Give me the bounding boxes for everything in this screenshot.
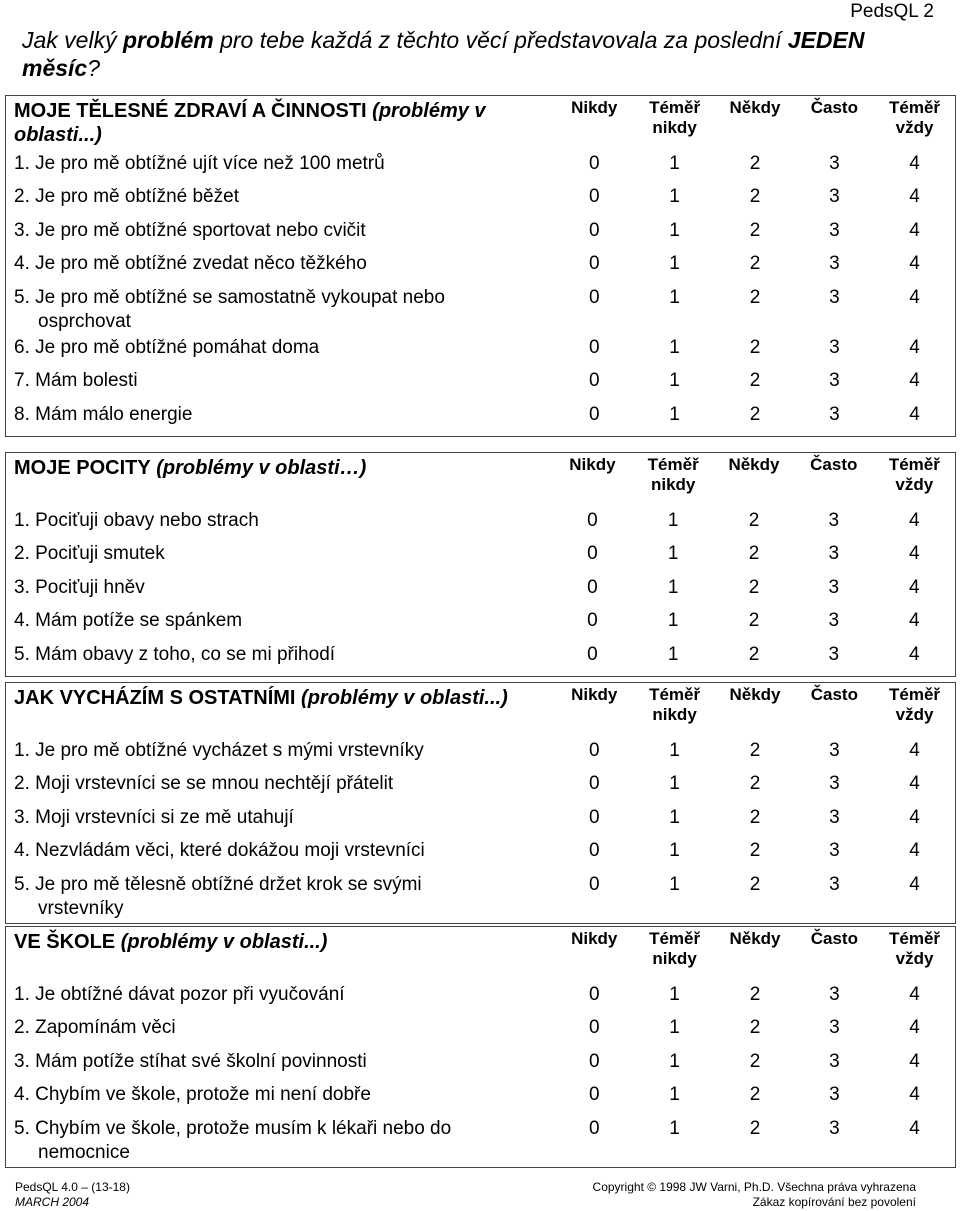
scale-header: Téměř vždy bbox=[889, 685, 941, 724]
answer-option[interactable]: 0 bbox=[587, 643, 598, 665]
answer-option[interactable]: 4 bbox=[909, 186, 920, 207]
answer-option[interactable]: 3 bbox=[828, 643, 840, 665]
answer-option[interactable]: 4 bbox=[909, 773, 920, 794]
question-row bbox=[6, 806, 956, 840]
section-2-table bbox=[5, 452, 956, 677]
scale-header: Často bbox=[810, 98, 858, 117]
answer-option[interactable]: 0 bbox=[587, 576, 598, 598]
question-row bbox=[6, 369, 956, 403]
answer-option[interactable]: 2 bbox=[748, 543, 760, 564]
answer-option[interactable]: 2 bbox=[749, 739, 761, 761]
answer-option[interactable]: 4 bbox=[909, 286, 920, 308]
question-text: 3. Mám potíže stíhat své školní povinnosti bbox=[14, 1050, 367, 1072]
answer-option[interactable]: 3 bbox=[829, 403, 840, 425]
question-row bbox=[6, 286, 956, 336]
answer-option[interactable]: 4 bbox=[909, 336, 920, 358]
answer-option[interactable]: 2 bbox=[749, 806, 761, 828]
answer-option[interactable]: 0 bbox=[588, 1084, 600, 1105]
section-1-table bbox=[5, 95, 956, 437]
answer-option[interactable]: 0 bbox=[588, 152, 600, 174]
answer-option[interactable]: 1 bbox=[669, 739, 680, 761]
answer-option[interactable]: 2 bbox=[749, 1117, 761, 1139]
answer-option[interactable]: 4 bbox=[909, 152, 920, 174]
scale-header: Často bbox=[810, 685, 858, 704]
answer-option[interactable]: 2 bbox=[749, 152, 761, 174]
answer-option[interactable]: 3 bbox=[829, 1017, 840, 1038]
question-text: 5. Chybím ve škole, protože musím k lékaři nebo do nemocnice bbox=[14, 1117, 452, 1163]
answer-option[interactable]: 2 bbox=[749, 403, 761, 425]
answer-option[interactable]: 3 bbox=[829, 286, 840, 308]
answer-option[interactable]: 1 bbox=[669, 1084, 680, 1105]
answer-option[interactable]: 0 bbox=[587, 543, 598, 564]
answer-option[interactable]: 1 bbox=[669, 773, 680, 794]
scale-header: Nikdy bbox=[571, 929, 618, 948]
scale-header: Často bbox=[810, 455, 858, 474]
answer-option[interactable]: 3 bbox=[828, 509, 840, 531]
answer-option[interactable]: 1 bbox=[669, 370, 680, 391]
scale-header: Nikdy bbox=[571, 685, 618, 704]
answer-option[interactable]: 0 bbox=[588, 186, 600, 207]
answer-option[interactable]: 2 bbox=[749, 983, 761, 1005]
question-row bbox=[6, 542, 956, 576]
section-title: MOJE TĚLESNÉ ZDRAVÍ A ČINNOSTI (problémy v oblasti...) bbox=[14, 100, 486, 146]
answer-option[interactable]: 1 bbox=[669, 403, 680, 425]
answer-option[interactable]: 1 bbox=[669, 1050, 680, 1072]
answer-option[interactable]: 3 bbox=[829, 152, 840, 174]
answer-option[interactable]: 3 bbox=[829, 253, 840, 274]
answer-option[interactable]: 0 bbox=[588, 253, 600, 274]
scale-header: Nikdy bbox=[569, 455, 616, 474]
scale-header: Téměř nikdy bbox=[649, 685, 701, 724]
answer-option[interactable]: 1 bbox=[669, 336, 680, 358]
question-text: 2. Moji vrstevníci se se mnou nechtějí přátelit bbox=[14, 773, 394, 794]
answer-option[interactable]: 3 bbox=[829, 983, 840, 1005]
question-text: 5. Mám obavy z toho, co se mi přihodí bbox=[14, 643, 336, 665]
answer-option[interactable]: 4 bbox=[909, 219, 920, 241]
scale-header: Téměř vždy bbox=[889, 929, 941, 968]
question-row bbox=[6, 839, 956, 873]
answer-option[interactable]: 0 bbox=[587, 509, 598, 531]
question-text: 2. Zapomínám věci bbox=[14, 1017, 176, 1038]
question-text: 2. Je pro mě obtížné běžet bbox=[14, 186, 239, 207]
question-row bbox=[6, 873, 956, 924]
question-row bbox=[6, 1050, 956, 1084]
answer-option[interactable]: 2 bbox=[749, 1017, 761, 1038]
section-title: MOJE POCITY (problémy v oblasti…) bbox=[14, 457, 367, 479]
question-text: 3. Je pro mě obtížné sportovat nebo cvičit bbox=[14, 219, 366, 241]
answer-option[interactable]: 1 bbox=[667, 543, 679, 564]
scale-header: Téměř nikdy bbox=[649, 929, 701, 968]
answer-option[interactable]: 2 bbox=[748, 509, 760, 531]
question-row bbox=[6, 1083, 956, 1117]
answer-option[interactable]: 0 bbox=[588, 336, 600, 358]
question-row bbox=[6, 152, 956, 186]
answer-option[interactable]: 4 bbox=[909, 509, 920, 531]
answer-option[interactable]: 1 bbox=[669, 1117, 680, 1139]
answer-option[interactable]: 3 bbox=[829, 336, 840, 358]
answer-option[interactable]: 0 bbox=[588, 1017, 600, 1038]
answer-option[interactable]: 1 bbox=[669, 840, 680, 861]
question-text: 1. Je obtížné dávat pozor při vyučování bbox=[14, 983, 345, 1005]
answer-option[interactable]: 1 bbox=[667, 576, 679, 598]
section-title: VE ŠKOLE (problémy v oblasti...) bbox=[14, 931, 328, 953]
scale-header: Někdy bbox=[729, 929, 781, 948]
answer-option[interactable]: 3 bbox=[828, 543, 840, 564]
answer-option[interactable]: 2 bbox=[749, 253, 761, 274]
answer-option[interactable]: 1 bbox=[669, 152, 680, 174]
question-row bbox=[6, 983, 956, 1017]
section-title: JAK VYCHÁZÍM S OSTATNÍMI (problémy v oblasti...) bbox=[14, 687, 508, 709]
answer-option[interactable]: 4 bbox=[909, 1084, 920, 1105]
answer-option[interactable]: 4 bbox=[909, 1117, 920, 1139]
scale-header: Téměř nikdy bbox=[647, 455, 699, 494]
answer-option[interactable]: 0 bbox=[587, 610, 598, 631]
scale-header: Téměř nikdy bbox=[649, 98, 701, 137]
question-row bbox=[6, 336, 956, 370]
answer-option[interactable]: 0 bbox=[588, 370, 600, 391]
answer-option[interactable]: 4 bbox=[909, 543, 920, 564]
answer-option[interactable]: 0 bbox=[588, 219, 600, 241]
scale-header: Často bbox=[810, 929, 858, 948]
answer-option[interactable]: 0 bbox=[588, 1117, 600, 1139]
answer-option[interactable]: 2 bbox=[748, 610, 760, 631]
answer-option[interactable]: 0 bbox=[588, 806, 600, 828]
answer-option[interactable]: 3 bbox=[829, 806, 840, 828]
answer-option[interactable]: 4 bbox=[909, 840, 920, 861]
answer-option[interactable]: 4 bbox=[909, 576, 920, 598]
answer-option[interactable]: 0 bbox=[588, 773, 600, 794]
question-text: 2. Pociťuji smutek bbox=[14, 543, 165, 564]
answer-option[interactable]: 4 bbox=[909, 643, 920, 665]
answer-option[interactable]: 3 bbox=[828, 576, 840, 598]
question-row bbox=[6, 403, 956, 437]
answer-option[interactable]: 2 bbox=[749, 773, 761, 794]
question-row bbox=[6, 643, 956, 677]
answer-option[interactable]: 1 bbox=[669, 253, 680, 274]
answer-option[interactable]: 0 bbox=[588, 1050, 600, 1072]
answer-option[interactable]: 3 bbox=[829, 1050, 840, 1072]
answer-option[interactable]: 0 bbox=[588, 286, 600, 308]
footer-left: PedsQL 4.0 – (13-18) MARCH 2004 bbox=[15, 1180, 130, 1209]
question-row bbox=[6, 252, 956, 286]
answer-option[interactable]: 4 bbox=[909, 253, 920, 274]
page-label: PedsQL 2 bbox=[850, 1, 934, 22]
question-row bbox=[6, 1016, 956, 1050]
answer-option[interactable]: 1 bbox=[669, 186, 680, 207]
question-text: 4. Chybím ve škole, protože mi není dobře bbox=[14, 1084, 371, 1105]
answer-option[interactable]: 2 bbox=[749, 186, 761, 207]
scale-header: Někdy bbox=[728, 455, 780, 474]
answer-option[interactable]: 1 bbox=[669, 873, 680, 895]
scale-header: Někdy bbox=[729, 685, 781, 704]
answer-option[interactable]: 2 bbox=[749, 336, 761, 358]
answer-option[interactable]: 3 bbox=[829, 186, 840, 207]
section-3-table bbox=[5, 682, 956, 924]
question-text: 3. Pociťuji hněv bbox=[14, 576, 145, 598]
answer-option[interactable]: 1 bbox=[669, 286, 680, 308]
answer-option[interactable]: 2 bbox=[749, 219, 761, 241]
question-row bbox=[6, 1117, 956, 1168]
question-text: 4. Nezvládám věci, které dokážou moji vrstevníci bbox=[14, 840, 425, 861]
answer-option[interactable]: 1 bbox=[667, 509, 679, 531]
answer-option[interactable]: 3 bbox=[829, 1117, 840, 1139]
question-text: 1. Je pro mě obtížné vycházet s mými vrstevníky bbox=[14, 739, 424, 761]
answer-option[interactable]: 1 bbox=[667, 643, 679, 665]
answer-option[interactable]: 4 bbox=[909, 739, 920, 761]
question-row bbox=[6, 509, 956, 543]
answer-option[interactable]: 1 bbox=[669, 983, 680, 1005]
question-row bbox=[6, 185, 956, 219]
question-text: 5. Je pro mě tělesně obtížné držet krok se svými vrstevníky bbox=[14, 873, 422, 919]
answer-option[interactable]: 2 bbox=[748, 643, 760, 665]
section-4-table bbox=[5, 926, 956, 1168]
answer-option[interactable]: 3 bbox=[829, 1084, 840, 1105]
answer-option[interactable]: 2 bbox=[749, 1050, 761, 1072]
answer-option[interactable]: 3 bbox=[828, 610, 840, 631]
question-text: 4. Je pro mě obtížné zvedat něco těžkého bbox=[14, 253, 367, 274]
question-text: 5. Je pro mě obtížné se samostatně vykoupat nebo osprchovat bbox=[14, 286, 445, 332]
answer-option[interactable]: 3 bbox=[829, 873, 840, 895]
answer-option[interactable]: 3 bbox=[829, 739, 840, 761]
answer-option[interactable]: 3 bbox=[829, 773, 840, 794]
question-text: 6. Je pro mě obtížné pomáhat doma bbox=[14, 336, 320, 358]
answer-option[interactable]: 2 bbox=[748, 576, 760, 598]
question-row bbox=[6, 739, 956, 773]
question-text: 1. Pociťuji obavy nebo strach bbox=[14, 509, 259, 531]
question-text: 4. Mám potíže se spánkem bbox=[14, 610, 243, 631]
question-row bbox=[6, 609, 956, 643]
answer-option[interactable]: 0 bbox=[588, 403, 600, 425]
question-row bbox=[6, 772, 956, 806]
question-text: 3. Moji vrstevníci si ze mě utahují bbox=[14, 806, 294, 828]
scale-header: Někdy bbox=[729, 98, 781, 117]
scale-header: Nikdy bbox=[571, 98, 618, 117]
answer-option[interactable]: 4 bbox=[909, 370, 920, 391]
answer-option[interactable]: 1 bbox=[669, 806, 680, 828]
question-text: 1. Je pro mě obtížné ujít více než 100 metrů bbox=[14, 152, 385, 174]
answer-option[interactable]: 4 bbox=[909, 1050, 920, 1072]
answer-option[interactable]: 0 bbox=[588, 873, 600, 895]
answer-option[interactable]: 1 bbox=[669, 219, 680, 241]
answer-option[interactable]: 0 bbox=[588, 840, 600, 861]
answer-option[interactable]: 3 bbox=[829, 370, 840, 391]
answer-option[interactable]: 1 bbox=[669, 1017, 680, 1038]
answer-option[interactable]: 4 bbox=[909, 983, 920, 1005]
question-text: 7. Mám bolesti bbox=[14, 370, 138, 391]
question-row bbox=[6, 576, 956, 610]
answer-option[interactable]: 0 bbox=[588, 739, 600, 761]
instructions: Jak velký problém pro tebe každá z těchto věcí představovala za poslední JEDEN měsíc? bbox=[22, 27, 865, 81]
answer-option[interactable]: 2 bbox=[749, 1084, 761, 1105]
answer-option[interactable]: 1 bbox=[667, 610, 679, 631]
answer-option[interactable]: 2 bbox=[749, 370, 761, 391]
scale-header: Téměř vždy bbox=[889, 98, 941, 137]
answer-option[interactable]: 4 bbox=[909, 1017, 920, 1038]
answer-option[interactable]: 2 bbox=[749, 873, 761, 895]
answer-option[interactable]: 0 bbox=[588, 983, 600, 1005]
scale-header: Téměř vždy bbox=[888, 455, 940, 494]
answer-option[interactable]: 4 bbox=[909, 610, 920, 631]
answer-option[interactable]: 2 bbox=[749, 286, 761, 308]
answer-option[interactable]: 2 bbox=[749, 840, 761, 861]
footer-right: Copyright © 1998 JW Varni, Ph.D. Všechna práva vyhrazena Zákaz kopírování bez povolení bbox=[592, 1180, 916, 1209]
answer-option[interactable]: 4 bbox=[909, 403, 920, 425]
question-text: 8. Mám málo energie bbox=[14, 403, 193, 425]
question-row bbox=[6, 219, 956, 253]
answer-option[interactable]: 4 bbox=[909, 873, 920, 895]
answer-option[interactable]: 3 bbox=[829, 219, 840, 241]
answer-option[interactable]: 3 bbox=[829, 840, 840, 861]
answer-option[interactable]: 4 bbox=[909, 806, 920, 828]
